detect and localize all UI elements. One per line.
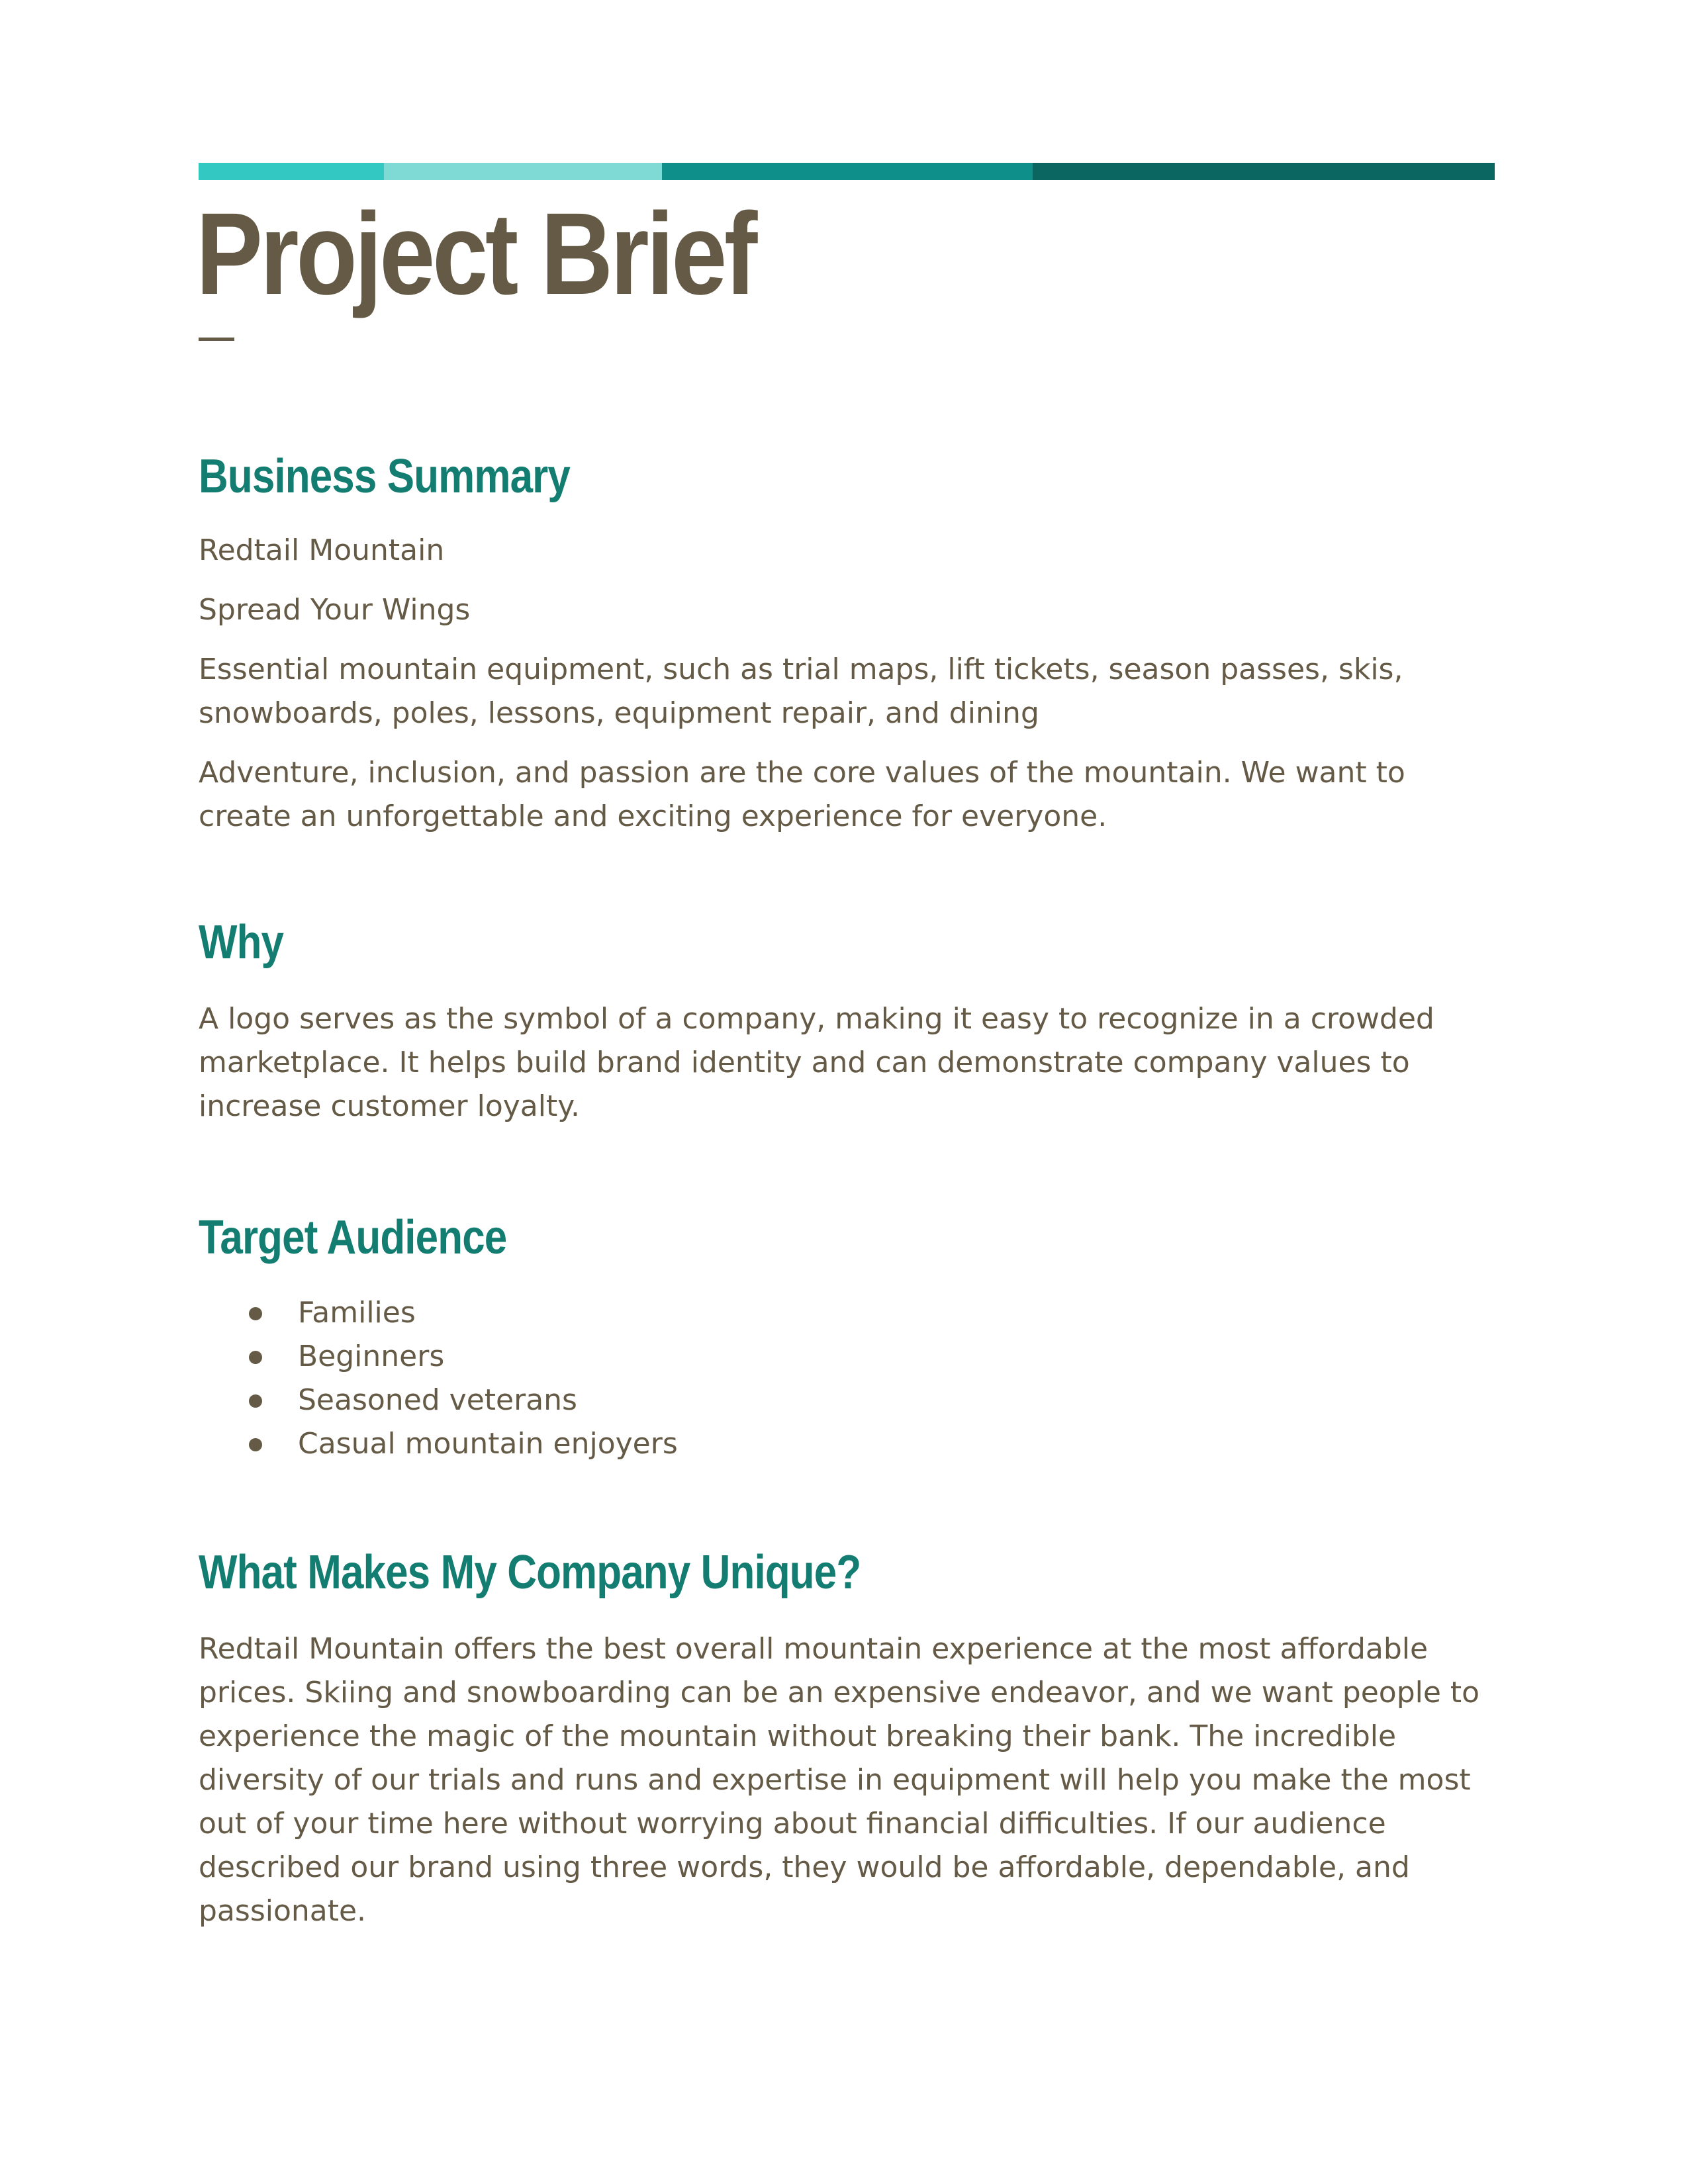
company-values: Adventure, inclusion, and passion are the core values of the mountain. We want to create an unforgettable and exciting experience for everyone. xyxy=(199,756,1405,833)
color-bar-segment xyxy=(662,163,1033,180)
list-item-text: Seasoned veterans xyxy=(298,1383,577,1417)
bullet-dot-icon xyxy=(249,1394,262,1408)
unique-heading: What Makes My Company Unique? xyxy=(199,1546,861,1599)
list-item-text: Families xyxy=(298,1296,416,1330)
color-bar-segment xyxy=(199,163,384,180)
document-page xyxy=(196,163,1496,1933)
target-audience-heading: Target Audience xyxy=(199,1211,507,1264)
company-name: Redtail Mountain xyxy=(199,533,445,567)
page-title: Project Brief xyxy=(196,189,755,319)
bullet-dot-icon xyxy=(249,1351,262,1364)
list-item-text: Beginners xyxy=(298,1340,445,1373)
unique-section xyxy=(199,1543,1496,1933)
bullet-dot-icon xyxy=(249,1307,262,1320)
why-section xyxy=(199,913,1496,1128)
why-heading: Why xyxy=(199,916,284,969)
unique-paragraph: Redtail Mountain offers the best overall mountain experience at the most affordable prices. Skiing and snowboarding can be an expensive endeavor, and we want people to experience the magic of the mountain without breaking their bank. The incredible diversity of our trials and runs and expertise in equipment will help you make the most out of your time here without worrying about financial difficulties. If our audience described our brand using three words, they would be affordable, dependable, and passionate. xyxy=(199,1632,1480,1928)
color-bar-segment xyxy=(1033,163,1495,180)
color-bar-segment xyxy=(384,163,662,180)
list-item xyxy=(298,1291,1496,1335)
business-summary-section xyxy=(199,447,1496,839)
company-slogan: Spread Your Wings xyxy=(199,593,471,627)
title-underline-dash xyxy=(199,338,234,341)
company-offerings: Essential mountain equipment, such as trial maps, lift tickets, season passes, skis, snowboards, poles, lessons, equipment repair, and dining xyxy=(199,653,1403,730)
header-color-bar xyxy=(199,163,1495,180)
list-item xyxy=(298,1422,1496,1466)
business-summary-heading: Business Summary xyxy=(199,450,570,503)
list-item-text: Casual mountain enjoyers xyxy=(298,1427,678,1461)
target-audience-section xyxy=(199,1208,1496,1466)
list-item xyxy=(298,1335,1496,1379)
why-paragraph: A logo serves as the symbol of a company, making it easy to recognize in a crowded marketplace. It helps build brand identity and can demonstrate company values to increase customer loyalty. xyxy=(199,1002,1434,1123)
bullet-dot-icon xyxy=(249,1438,262,1451)
list-item xyxy=(298,1379,1496,1422)
audience-list xyxy=(199,1291,1496,1466)
